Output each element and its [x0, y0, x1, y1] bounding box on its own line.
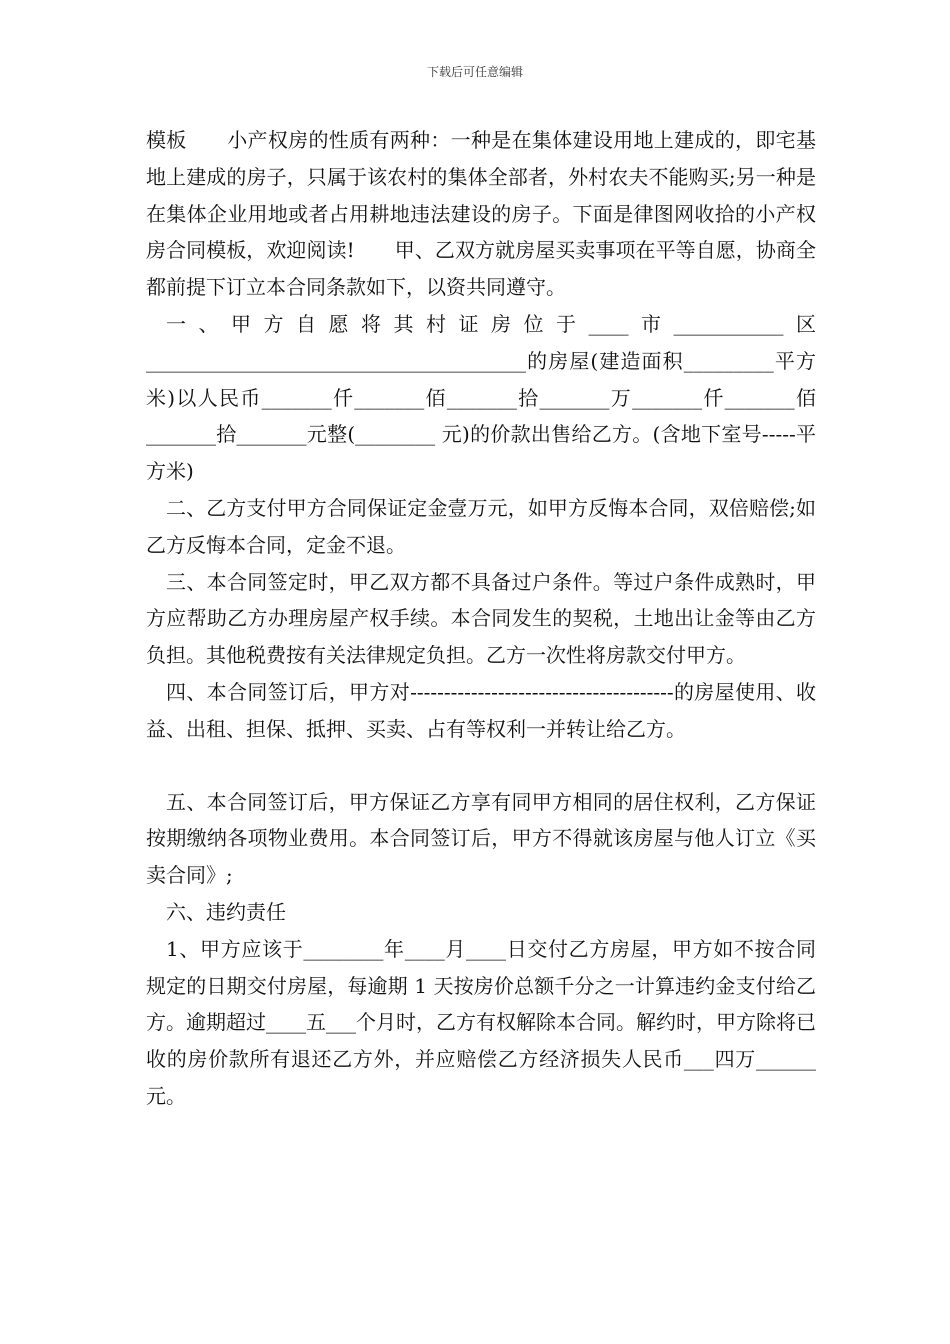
page-header: 下载后可任意编辑	[426, 65, 523, 79]
clause-6-title: 六、违约责任	[166, 899, 286, 924]
paragraph-gap	[146, 748, 816, 784]
clause-3: 三、本合同签定时，甲乙双方都不具备过户条件。等过户条件成熟时，甲方应帮助乙方办理房屋产权手续。本合同发生的契税，土地出让金等由乙方负担。其他税费按有关法律规定负担。乙方一次性将房款交付甲方。	[146, 569, 816, 668]
clause-5: 五、本合同签订后，甲方保证乙方享有同甲方相同的居住权利，乙方保证按期缴纳各项物业费用。本合同签订后，甲方不得就该房屋与他人订立《买卖合同》;	[146, 789, 816, 888]
contract-body	[146, 122, 816, 1115]
clause-4: 四、本合同签订后，甲方对---------------------------------------的房屋使用、收益、出租、担保、抵押、买卖、占有等权利一并转让给乙方。	[146, 679, 816, 741]
intro-paragraph: 模板 小产权房的性质有两种：一种是在集体建设用地上建成的，即宅基地上建成的房子，只属于该农村的集体全部者，外村农夫不能购买;另一种是在集体企业用地或者占用耕地违法建设的房子。下面是律图网收拾的小产权房合同模板，欢迎阅读! 甲、乙双方就房屋买卖事项在平等自愿，协商全都前提下订立本合同条款如下，以资共同遵守。	[146, 128, 816, 300]
clause-6-item-1: 1、甲方应该于________年____月____日交付乙方房屋，甲方如不按合同规定的日期交付房屋，每逾期 1 天按房价总额千分之一计算违约金支付给乙方。逾期超过____五___个月时，乙方有权解除本合同。解约时，甲方除将已收的房价款所有退还乙方外，并应赔偿乙方经济损失人民币___四万______元。	[146, 936, 816, 1108]
clause-1: 一、甲方自愿将其村证房位于____市___________区______________________________________的房屋(建造面积_________平方米)以人民币_______仟_______佰_______拾_______万_______仟_______佰_______拾_______元整(________ 元)的价款出售给乙方。(含地下室号-----平方米)	[146, 311, 816, 484]
clause-2: 二、乙方支付甲方合同保证定金壹万元，如甲方反悔本合同，双倍赔偿;如乙方反悔本合同，定金不退。	[146, 495, 816, 557]
